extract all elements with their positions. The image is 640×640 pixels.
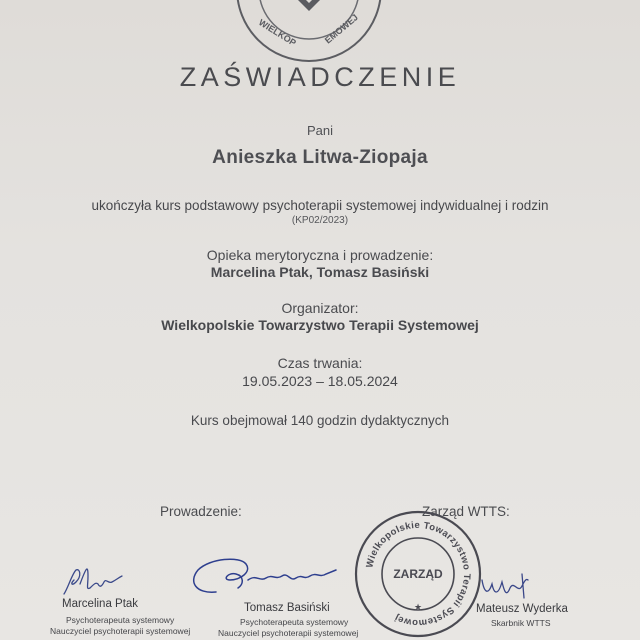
duration-label: Czas trwania: bbox=[277, 355, 363, 371]
signer-name-ptak: Marcelina Ptak bbox=[62, 598, 139, 610]
organizer-label: Organizator: bbox=[281, 300, 359, 316]
course-code: (KP02/2023) bbox=[291, 215, 349, 226]
board-stamp bbox=[352, 508, 484, 640]
signer-role2-basinski: Nauczyciel psychoterapii systemowej bbox=[218, 628, 359, 638]
stamp-center-text: ZARZĄD bbox=[393, 567, 443, 581]
signature-mateusz-wyderka bbox=[478, 570, 534, 602]
completion-statement: ukończyła kurs podstawowy psychoterapii systemowej indywidualnej i rodzin bbox=[91, 198, 549, 213]
stamp-ring-text: Wielkopolskie Towarzystwo Terapii Systemowej bbox=[364, 519, 473, 629]
supervision-names: Marcelina Ptak, Tomasz Basiński bbox=[210, 264, 430, 280]
leaders-label: Prowadzenie: bbox=[160, 504, 242, 519]
salutation: Pani bbox=[306, 123, 334, 138]
signer-role-wyderka: Skarbnik WTTS bbox=[491, 618, 551, 628]
duration-dates: 19.05.2023 – 18.05.2024 bbox=[242, 373, 398, 389]
signer-role-basinski: Psychoterapeuta systemowy bbox=[240, 617, 349, 627]
recipient-name: Anieszka Litwa-Ziopaja bbox=[212, 147, 428, 168]
stamp-star-icon: ★ bbox=[413, 602, 423, 612]
svg-text:EMOWEJ: EMOWEJ bbox=[322, 12, 360, 46]
organization-seal-top bbox=[230, 0, 388, 64]
signer-name-basinski: Tomasz Basiński bbox=[244, 602, 330, 614]
organizer-name: Wielkopolskie Towarzystwo Terapii Systemowej bbox=[161, 317, 479, 333]
hours-statement: Kurs obejmował 140 godzin dydaktycznych bbox=[190, 413, 450, 428]
signer-name-wyderka: Mateusz Wyderka bbox=[476, 603, 568, 615]
signer-role2-ptak: Nauczyciel psychoterapii systemowej bbox=[50, 626, 191, 636]
seal-logo-icon bbox=[294, 0, 326, 11]
document-title: ZAŚWIADCZENIE bbox=[179, 62, 461, 92]
signer-role-ptak: Psychoterapeuta systemowy bbox=[66, 615, 175, 625]
supervision-label: Opieka merytoryczna i prowadzenie: bbox=[206, 247, 434, 263]
signature-tomasz-basinski bbox=[186, 552, 346, 604]
signature-marcelina-ptak bbox=[58, 560, 128, 602]
svg-text:WIELKOP: WIELKOP bbox=[256, 17, 298, 48]
board-label: Zarząd WTTS: bbox=[422, 504, 510, 519]
